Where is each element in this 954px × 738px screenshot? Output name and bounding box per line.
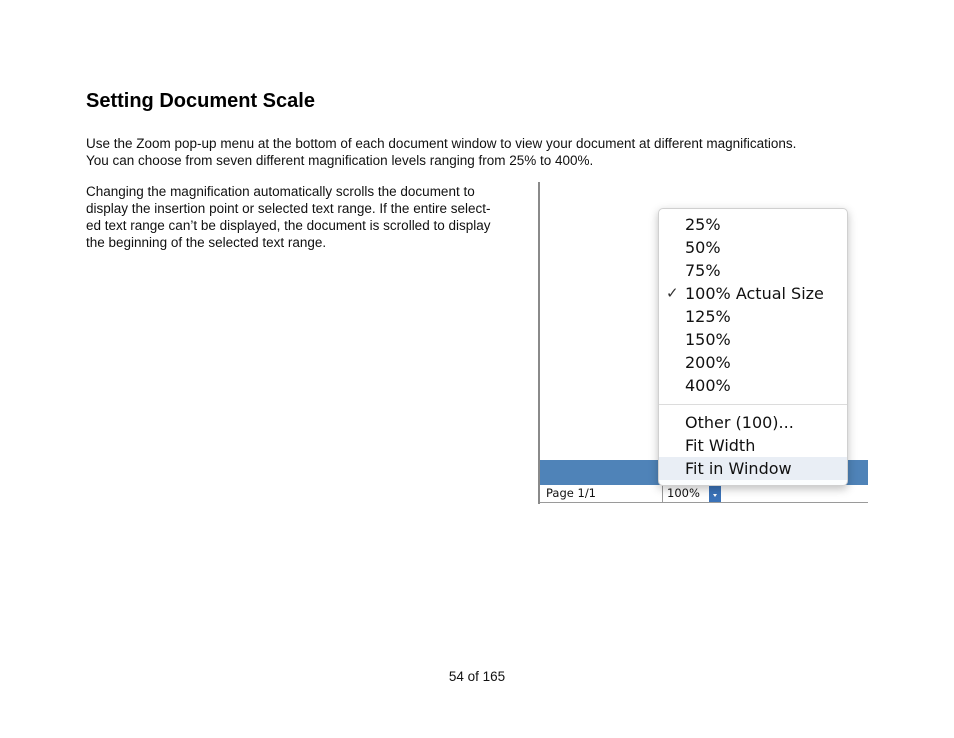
zoom-menu-item-150[interactable] [659,328,847,351]
menu-item-label: 100% Actual Size [685,284,824,303]
body-line: the beginning of the selected text range. [86,235,327,250]
page-indicator: Page 1/1 [544,486,660,501]
zoom-popup-button[interactable] [662,485,721,502]
menu-separator [659,404,847,405]
zoom-menu-item-25[interactable] [659,213,847,236]
menu-item-label: Fit in Window [685,459,792,478]
zoom-menu-item-100[interactable] [659,282,847,305]
zoom-menu [658,208,848,486]
body-line: Changing the magnification automatically scrolls the document to [86,184,475,199]
menu-item-label: 400% [685,376,731,395]
document-window-edge [538,182,540,504]
body-paragraph [86,183,526,251]
zoom-menu-item-75[interactable] [659,259,847,282]
zoom-menu-item-200[interactable] [659,351,847,374]
zoom-menu-item-other[interactable] [659,411,847,434]
zoom-menu-item-50[interactable] [659,236,847,259]
intro-paragraph [86,135,876,169]
body-line: display the insertion point or selected text range. If the entire select- [86,201,491,216]
zoom-menu-screenshot [538,182,868,504]
menu-item-label: 75% [685,261,721,280]
menu-item-label: 50% [685,238,721,257]
menu-item-label: Fit Width [685,436,756,455]
menu-item-label: Other (100)... [685,413,794,432]
body-line: ed text range can’t be displayed, the document is scrolled to display [86,218,491,233]
zoom-menu-item-fit-width[interactable] [659,434,847,457]
menu-item-label: 25% [685,215,721,234]
zoom-menu-item-400[interactable] [659,374,847,397]
zoom-value: 100% [667,486,700,500]
menu-item-label: 150% [685,330,731,349]
zoom-menu-item-125[interactable] [659,305,847,328]
page-title: Setting Document Scale [86,90,315,112]
menu-item-label: 125% [685,307,731,326]
page-number: 54 of 165 [448,669,506,684]
window-status-bar [540,485,868,503]
chevron-down-icon[interactable] [709,485,721,502]
intro-line: You can choose from seven different magnification levels ranging from 25% to 400%. [86,153,594,168]
intro-line: Use the Zoom pop-up menu at the bottom of each document window to view your document at different magnifications. [86,136,797,151]
checkmark-icon: ✓ [666,284,679,302]
menu-item-label: 200% [685,353,731,372]
zoom-menu-item-fit-in-window[interactable] [659,457,847,480]
